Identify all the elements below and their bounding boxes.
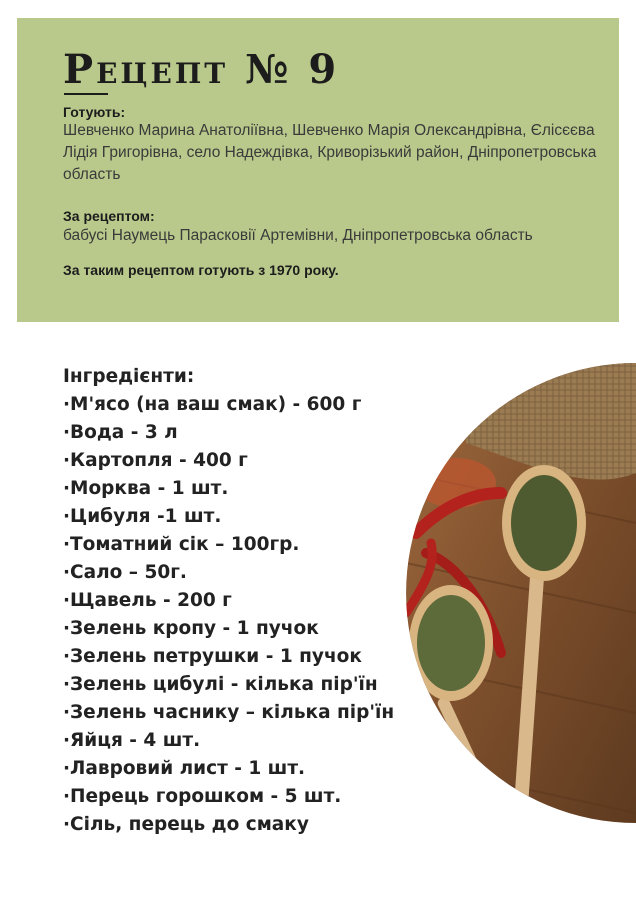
ingredient-item: ·М'ясо (на ваш смак) - 600 г — [63, 394, 362, 415]
ingredient-item: ·Картопля - 400 г — [63, 450, 248, 471]
ingredient-item: ·Вода - 3 л — [63, 422, 178, 443]
page-title: Рецепт № 9 — [63, 46, 340, 93]
ingredients-items — [63, 391, 423, 839]
since-text: За таким рецептом готують з 1970 року. — [63, 262, 339, 278]
ingredient-item: ·Зелень часнику – кілька пір'їн — [63, 702, 395, 723]
spices-image — [406, 363, 636, 823]
recipe-label: За рецептом: — [63, 208, 155, 224]
cooks-label: Готують: — [63, 104, 126, 120]
ingredient-item: ·Томатний сік – 100гр. — [63, 534, 300, 555]
ingredient-item: ·Щавель - 200 г — [63, 590, 232, 611]
ingredient-item: ·Зелень кропу - 1 пучок — [63, 618, 319, 639]
ingredient-item: ·Зелень петрушки - 1 пучок — [63, 646, 362, 667]
ingredient-item: ·Морква - 1 шт. — [63, 478, 229, 499]
ingredient-item: ·Зелень цибулі - кілька пір'їн — [63, 674, 378, 695]
cooks-text: Шевченко Марина Анатоліївна, Шевченко Марія Олександрівна, Єлісєєва Лідія Григорівна, село Надеждівка, Криворізький район, Дніпропетровська область — [63, 122, 597, 183]
ingredients-heading: Інгредієнти: — [63, 366, 195, 387]
ingredient-item: ·Яйця - 4 шт. — [63, 730, 201, 751]
ingredient-item: ·Цибуля -1 шт. — [63, 506, 222, 527]
title-underline — [64, 93, 108, 95]
recipe-header — [17, 18, 619, 322]
spices-photo — [406, 363, 636, 823]
ingredient-item: ·Сало – 50г. — [63, 562, 187, 583]
recipe-text: бабусі Наумець Парасковії Артемівни, Дніпропетровська область — [63, 227, 533, 244]
ingredients-list — [63, 363, 423, 839]
ingredient-item: ·Лавровий лист - 1 шт. — [63, 758, 306, 779]
ingredient-item: ·Перець горошком - 5 шт. — [63, 786, 342, 807]
ingredient-item: ·Сіль, перець до смаку — [63, 814, 309, 835]
